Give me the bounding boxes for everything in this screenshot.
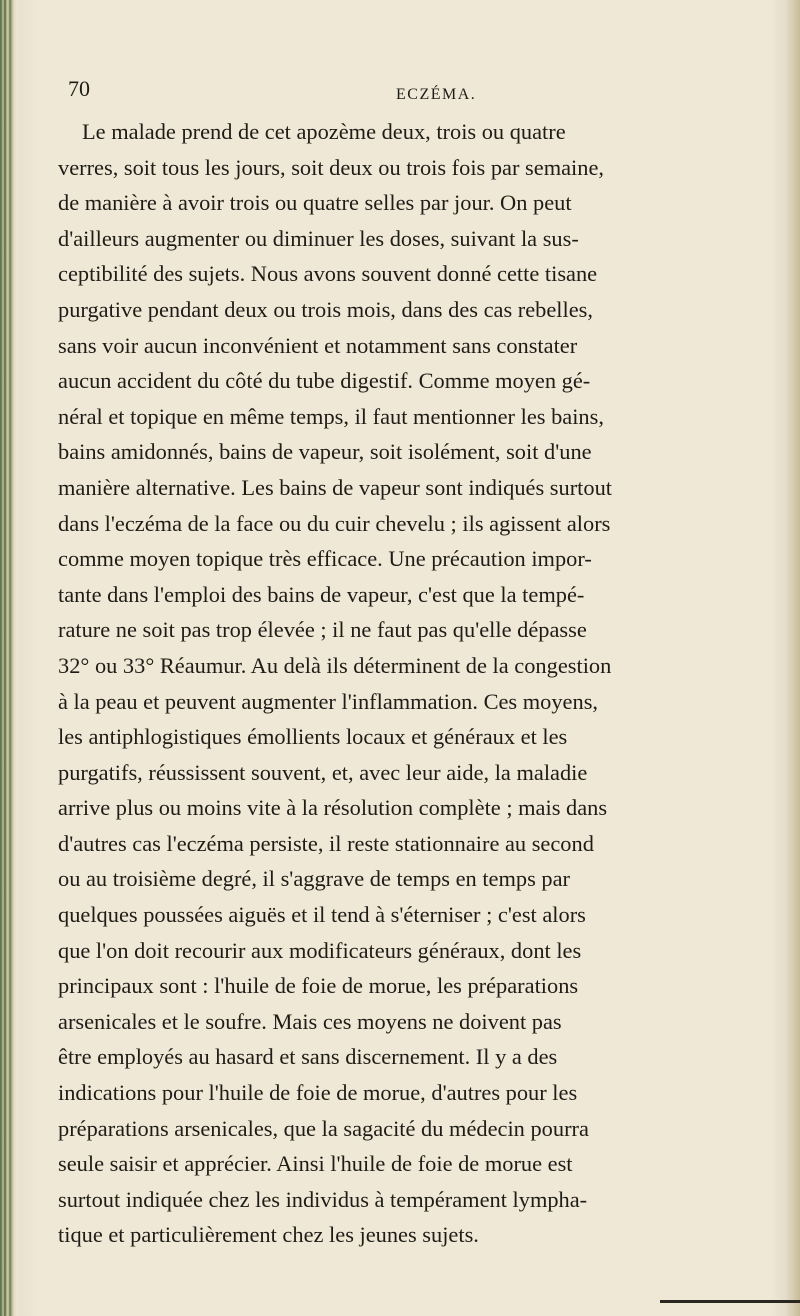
text-line: de manière à avoir trois ou quatre selles par jour. On peut — [58, 190, 572, 216]
body-paragraph — [58, 114, 782, 1253]
text-line: dans l'eczéma de la face ou du cuir chevelu ; ils agissent alors — [58, 510, 611, 536]
text-line: ou au troisième degré, il s'aggrave de temps en temps par — [58, 866, 571, 892]
text-line: ceptibilité des sujets. Nous avons souvent donné cette tisane — [58, 261, 598, 287]
text-line: néral et topique en même temps, il faut mentionner les bains, — [58, 403, 604, 429]
text-line: purgatifs, réussissent souvent, et, avec leur aide, la maladie — [58, 759, 588, 785]
text-line: sans voir aucun inconvénient et notamment sans constater — [58, 332, 578, 358]
text-line: que l'on doit recourir aux modificateurs généraux, dont les — [58, 937, 582, 963]
text-line: d'ailleurs augmenter ou diminuer les doses, suivant la sus- — [58, 225, 579, 251]
page-bottom-rule — [660, 1300, 800, 1303]
page-header — [68, 76, 748, 112]
binding-edge — [0, 0, 18, 1316]
text-line: surtout indiquée chez les individus à tempérament lympha- — [58, 1186, 588, 1212]
text-line: préparations arsenicales, que la sagacité du médecin pourra — [58, 1115, 589, 1141]
text-line: verres, soit tous les jours, soit deux ou trois fois par semaine, — [58, 154, 605, 180]
running-head: ECZÉMA. — [396, 86, 477, 103]
page-edge-shadow — [786, 0, 800, 1316]
text-line: purgative pendant deux ou trois mois, dans des cas rebelles, — [58, 296, 593, 322]
text-line: être employés au hasard et sans discernement. Il y a des — [58, 1044, 558, 1070]
text-line: quelques poussées aiguës et il tend à s'éterniser ; c'est alors — [58, 902, 586, 928]
text-line: rature ne soit pas trop élevée ; il ne faut pas qu'elle dépasse — [58, 617, 587, 643]
text-line: les antiphlogistiques émollients locaux et généraux et les — [58, 724, 568, 750]
text-line: indications pour l'huile de foie de morue, d'autres pour les — [58, 1080, 578, 1106]
text-line: bains amidonnés, bains de vapeur, soit isolément, soit d'une — [58, 439, 592, 465]
text-line: tante dans l'emploi des bains de vapeur, c'est que la tempé- — [58, 581, 585, 607]
text-line: seule saisir et apprécier. Ainsi l'huile de foie de morue est — [58, 1151, 573, 1177]
text-line: aucun accident du côté du tube digestif. Comme moyen gé- — [58, 368, 591, 394]
text-line: manière alternative. Les bains de vapeur sont indiqués surtout — [58, 474, 613, 500]
text-line: d'autres cas l'eczéma persiste, il reste stationnaire au second — [58, 830, 594, 856]
text-line: Le malade prend de cet apozème deux, trois ou quatre — [82, 119, 566, 144]
page-number: 70 — [68, 76, 90, 101]
text-line: comme moyen topique très efficace. Une précaution impor- — [58, 546, 592, 572]
text-line: à la peau et peuvent augmenter l'inflammation. Ces moyens, — [58, 688, 598, 714]
text-line: 32° ou 33° Réaumur. Au delà ils déterminent de la congestion — [58, 652, 612, 678]
text-line: tique et particulièrement chez les jeunes sujets. — [58, 1222, 479, 1248]
text-line: arsenicales et le soufre. Mais ces moyens ne doivent pas — [58, 1008, 562, 1034]
text-line: arrive plus ou moins vite à la résolution complète ; mais dans — [58, 795, 608, 821]
text-line: principaux sont : l'huile de foie de morue, les préparations — [58, 973, 579, 999]
